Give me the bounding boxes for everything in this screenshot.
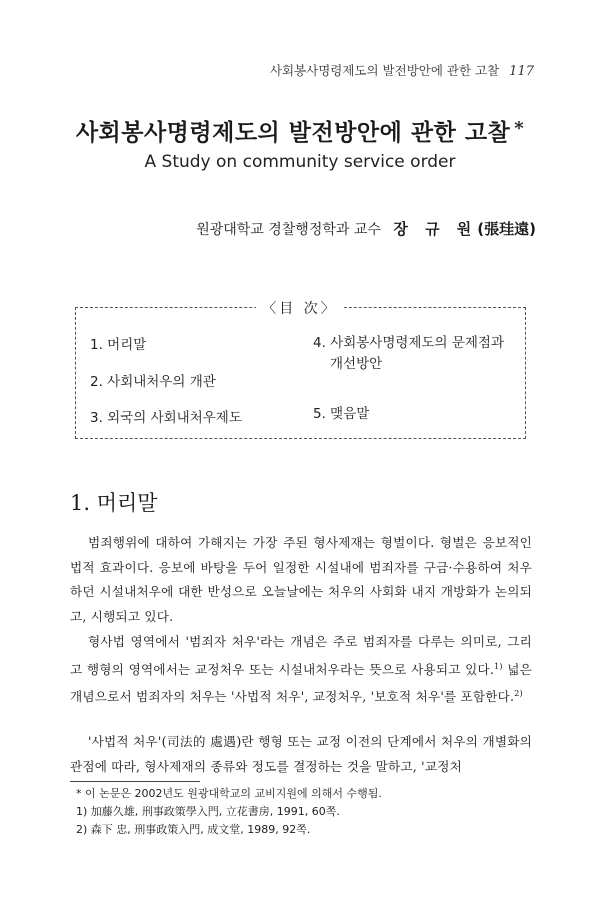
toc-item: 4. 사회봉사명령제도의 문제점과 [313,335,504,351]
toc-item: 5. 맺음말 [313,406,370,422]
toc-item: 2. 사회내처우의 개관 [90,374,216,390]
title-footnote-marker: * [514,118,525,139]
paper-title [0,114,600,147]
author-affiliation: 원광대학교 경찰행정학과 교수 [196,222,381,238]
footnotes [76,785,382,839]
body-text: 넓은 개념으로서 범죄자의 처우는 '사법적 처우', 교정처우, '보호적 처우'를 포함한다. [70,661,533,705]
body-text: '사법적 처우'(司法的 處遇)란 행형 또는 교정 이전의 단계에서 처우의 개별화의 관점에 따라, 형사제재의 종류와 정도를 결정하는 것을 말하고, '교정처 [70,734,532,774]
footnote: 2) 森下 忠, 刑事政策入門, 成文堂, 1989, 92쪽. [76,823,311,836]
running-header [270,61,534,79]
author-line [196,218,536,239]
body-text: 범죄행위에 대하여 가해지는 가장 주된 형사제재는 형벌이다. 형벌은 응보적인 법적 효과이다. 응보에 바탕을 두어 일정한 시설내에 범죄자를 구금·수용하여 처우하던 시설내처우에 대한 반성으로 오늘날에는 처우의 사회화 내지 개방화가 논의되고, 시행되고 있다. [70,535,532,624]
paper-title-korean: 사회봉사명령제도의 발전방안에 관한 고찰 [75,119,511,146]
running-header-title: 사회봉사명령제도의 발전방안에 관한 고찰 [269,63,500,78]
footnote-ref: 1) [494,661,503,671]
author-name-hanja: (張珪遠) [477,220,536,238]
toc-item-continuation: 개선방안 [330,356,383,372]
footnote: * 이 논문은 2002년도 원광대학교의 교비지원에 의해서 수행됨. [76,787,382,800]
footnote-divider [70,781,200,782]
section-heading: 1. 머리말 [70,491,158,515]
footnote-ref: 2) [514,689,523,699]
body-paragraph [70,730,532,779]
toc-item: 1. 머리말 [90,337,147,353]
body-text: 형사법 영역에서 '범죄자 처우'라는 개념은 주로 범죄자를 다루는 의미로, 그리고 행형의 영역에서는 교정처우 또는 시설내처우라는 뜻으로 사용되고 있다. [70,634,532,677]
body-paragraph [70,531,532,629]
body-paragraph [70,630,532,710]
toc-heading [0,298,600,318]
footnote: 1) 加藤久雄, 刑事政策學入門, 立花書房, 1991, 60쪽. [76,805,340,818]
author-name: 장 규 원 [393,220,478,238]
toc-item: 3. 외국의 사회내처우제도 [90,410,242,426]
toc-heading-label: 〈目 次〉 [256,301,343,317]
paper-subtitle-english: A Study on community service order [144,152,456,172]
page-number: 117 [509,64,534,79]
